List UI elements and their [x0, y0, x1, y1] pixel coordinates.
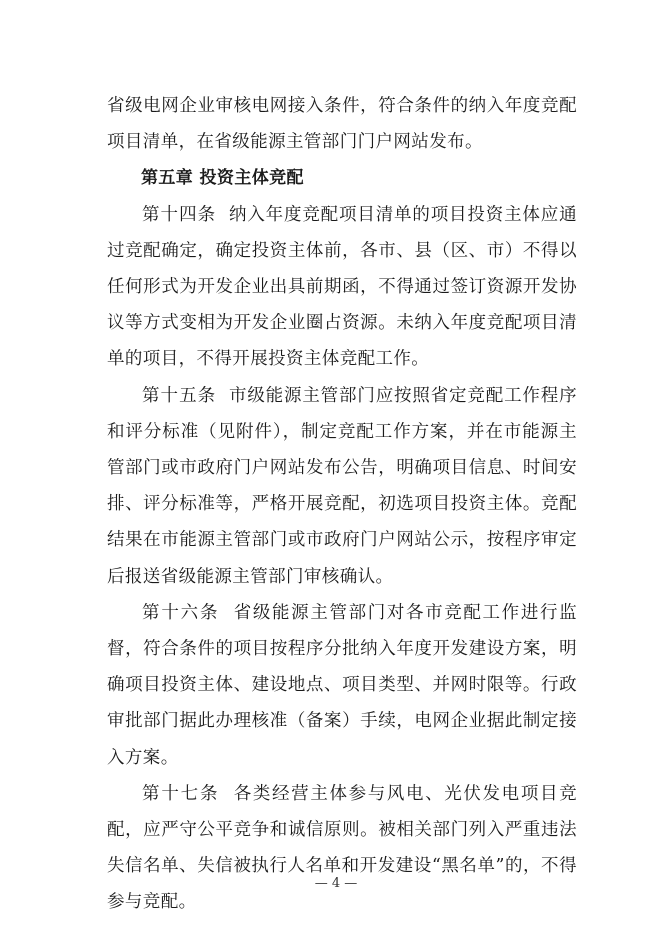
document-body	[107, 88, 577, 921]
chapter-heading: 第五章 投资主体竞配	[141, 168, 304, 189]
article-text: 各类经营主体参与风电、光伏发电项目竞配，应严守公平竞争和诚信原则。被相关部门列入严重违法失信名单、失信被执行人名单和开发建设“黑名单”的，不得参与竞配。	[107, 783, 577, 913]
article-number: 第十五条	[142, 385, 217, 406]
article-14	[107, 197, 577, 378]
article-text: 纳入年度竞配项目清单的项目投资主体应通过竞配确定，确定投资主体前，各市、县（区、市）不得以任何形式为开发企业出具前期函，不得通过签订资源开发协议等方式变相为开发企业圈占资源。未纳入年度竞配项目清单的项目，不得开展投资主体竞配工作。	[107, 204, 577, 370]
article-text: 市级能源主管部门应按照省定竞配工作程序和评分标准（见附件），制定竞配工作方案，并在市能源主管部门或市政府门户网站发布公告，明确项目信息、时间安排、评分标准等，严格开展竞配，初选项目投资主体。竞配结果在市能源主管部门或市政府门户网站公示，按程序审定后报送省级能源主管部门审核确认。	[107, 385, 577, 587]
article-number: 第十六条	[142, 602, 220, 623]
article-15	[107, 378, 577, 595]
continuation-paragraph: 省级电网企业审核电网接入条件，符合条件的纳入年度竞配项目清单，在省级能源主管部门门户网站发布。	[107, 96, 577, 153]
article-16	[107, 595, 577, 776]
article-text: 省级能源主管部门对各市竞配工作进行监督，符合条件的项目按程序分批纳入年度开发建设方案，明确项目投资主体、建设地点、项目类型、并网时限等。行政审批部门据此办理核准（备案）手续，电网企业据此制定接入方案。	[107, 602, 577, 768]
article-17	[107, 776, 577, 921]
article-number: 第十七条	[142, 783, 220, 804]
article-number: 第十四条	[142, 204, 217, 225]
page-number: — 4 —	[314, 876, 358, 891]
